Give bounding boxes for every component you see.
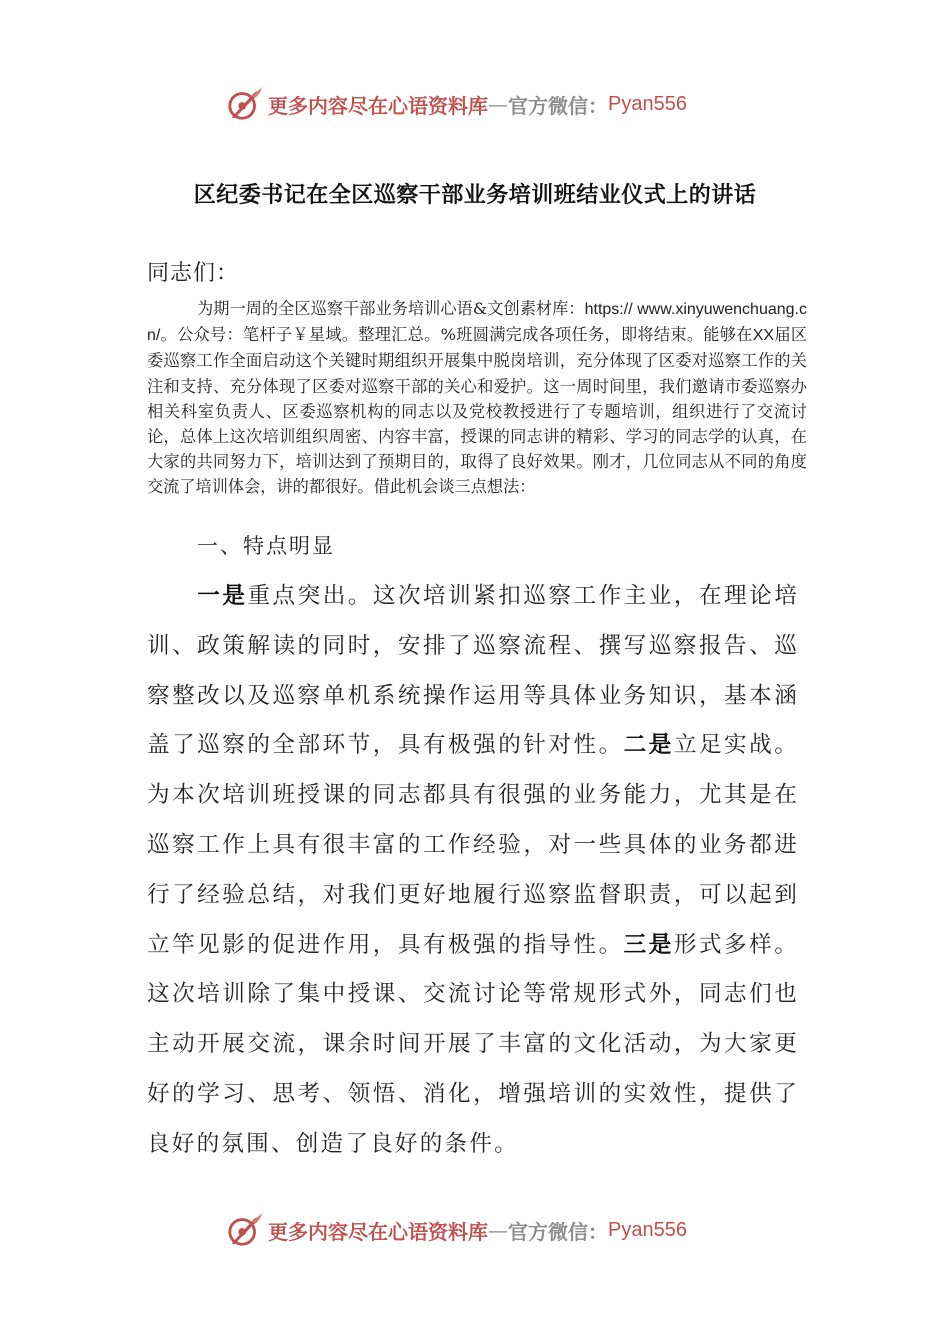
point-3-lead: 三是 [623, 931, 674, 958]
point-2-lead: 二是 [623, 732, 674, 759]
section-heading: 一、特点明显 [197, 534, 335, 558]
point-3-text: 形式多样。这次培训除了集中授课、交流讨论等常规形式外，同志们也主动开展交流，课余时间开展了丰富的文化活动，为大家更好的学习、思考、领悟、消化，增强培训的实效性，提供了良好的氛围、创造了良好的条件。 [147, 931, 800, 1157]
banner-brand-text: 更多内容尽在心语资料库 [268, 1219, 488, 1244]
document-title: 区纪委书记在全区巡察干部业务培训班结业仪式上的讲话 [193, 183, 757, 208]
intro-text-part3: 届区委巡察工作全面启动这个关键时期组织开展集中脱岗培训，充分体现了区委对巡察工作的关注和支持、充分体现了区委对巡察干部的关心和爱护。这一周时间里，我们邀请市委巡察办相关科室负责人、区委巡察机构的同志以及党校教授进行了专题培训，组织进行了交流讨论，总体上这次培训组织周密、内容丰富，授课的同志讲的精彩、学习的同志学的认真，在大家的共同努力下，培训达到了预期目的，取得了良好效果。刚才，几位同志从不同的角度交流了培训体会，讲的都很好。借此机会谈三点想法： [147, 325, 808, 497]
point-1-text: 重点突出。这次培训紧扣巡察工作主业，在理论培训、政策解读的同时，安排了巡察流程、撰写巡察报告、巡察整改以及巡察单机系统操作运用等具体业务知识，基本涵盖了巡察的全部环节，具有极强的针对性。 [147, 583, 800, 759]
footer-banner [226, 1210, 746, 1250]
banner-wechat-id: Pyan556 [608, 92, 687, 115]
banner-brand-text: 更多内容尽在心语资料库 [268, 93, 488, 118]
intro-text-part2: 。公众号：笔杆子￥星域。整理汇总。%班圆满完成各项任务，即将结束。能够在 [160, 325, 753, 345]
intro-paragraph [147, 296, 807, 500]
salutation: 同志们： [147, 261, 240, 286]
intro-text-part1: 为期一周的全区巡察干部业务培训心语&文创素材库： [197, 299, 585, 318]
banner-dash: — [488, 92, 508, 116]
quill-pen-logo-icon [226, 1211, 264, 1249]
body-paragraph [147, 572, 799, 1170]
point-1-lead: 一是 [197, 583, 248, 609]
quill-pen-logo-icon [226, 85, 264, 123]
intro-xx: XX [752, 327, 775, 345]
banner-dash: — [488, 1218, 508, 1242]
banner-official-label: 官方微信： [508, 93, 608, 118]
header-banner [226, 84, 746, 124]
intro-url: https:// www.xinyuwenchuang.cn/ [147, 301, 807, 345]
point-2-text: 立足实战。为本次培训班授课的同志都具有很强的业务能力，尤其是在巡察工作上具有很丰富的工作经验，对一些具体的业务都进行了经验总结，对我们更好地履行巡察监督职责，可以起到立竿见影的促进作用，具有极强的指导性。 [147, 732, 800, 958]
banner-official-label: 官方微信： [508, 1219, 608, 1244]
banner-wechat-id: Pyan556 [608, 1218, 687, 1241]
